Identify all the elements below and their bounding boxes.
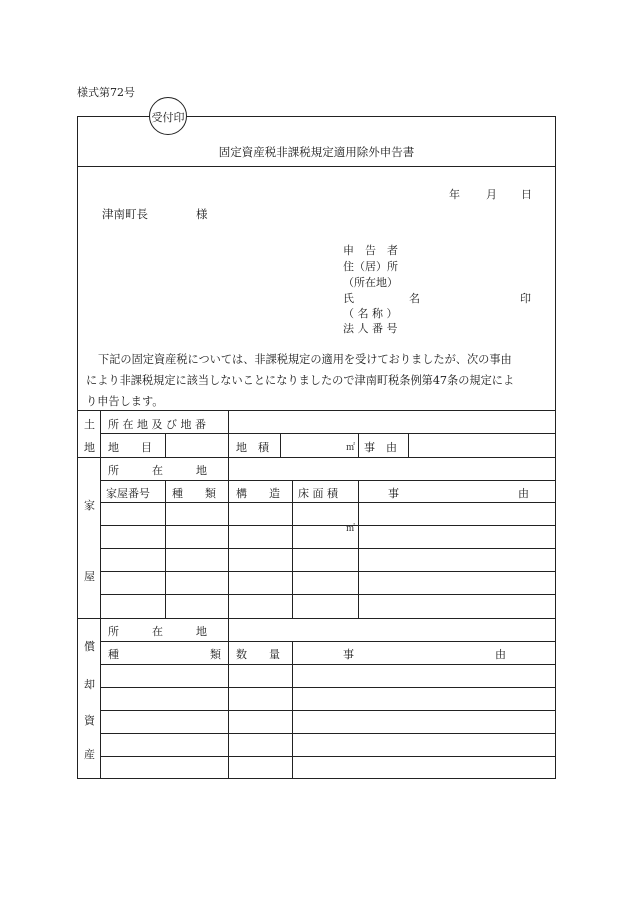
asset-row-divider — [100, 710, 556, 711]
house-row-divider — [100, 502, 556, 503]
asset-row-divider — [100, 733, 556, 734]
land-reason-label: 事 由 — [364, 441, 397, 454]
asset-row-divider — [100, 641, 556, 642]
applicant-corp-number-label: 法 人 番 号 — [343, 322, 398, 335]
applicant-name-label: 氏 名 — [343, 292, 420, 305]
asset-reason-header-right: 由 — [495, 648, 506, 661]
asset-section-label: 却 — [84, 678, 95, 691]
house-floor-area-header: 床 面 積 — [298, 487, 338, 500]
land-category-label: 地 目 — [108, 441, 152, 454]
statement-line: 下記の固定資産税については、非課税規定の適用を受けておりましたが、次の事由 — [98, 353, 512, 366]
date-year-label: 年 — [449, 188, 460, 201]
land-column-divider — [228, 410, 229, 457]
land-area-unit: ㎡ — [346, 443, 356, 453]
land-section-label: 地 — [84, 441, 95, 454]
asset-quantity-header: 数 量 — [236, 648, 280, 661]
house-section-bottom — [77, 618, 556, 619]
addressee-name: 津南町長 — [102, 207, 148, 221]
house-row-divider — [100, 571, 556, 572]
addressee-suffix: 様 — [196, 207, 208, 221]
house-column-divider — [358, 480, 359, 618]
house-column-divider — [228, 457, 229, 480]
date-month-label: 月 — [486, 188, 497, 201]
seal-mark: 印 — [520, 292, 531, 305]
land-area-label: 地 積 — [236, 441, 269, 454]
applicant-location-label: （所在地） — [343, 276, 398, 289]
asset-type-header-right: 類 — [210, 648, 221, 661]
house-row-divider — [100, 594, 556, 595]
asset-row-divider — [100, 687, 556, 688]
house-number-header: 家屋番号 — [106, 487, 150, 500]
date-day-label: 日 — [521, 188, 532, 201]
land-column-divider — [280, 433, 281, 457]
land-section-bottom — [77, 457, 556, 458]
statement-text — [86, 349, 551, 412]
house-column-divider — [165, 480, 166, 618]
applicant-heading: 申 告 者 — [343, 244, 398, 257]
statement-line: り申告します。 — [86, 395, 164, 408]
house-structure-header: 構 造 — [236, 487, 280, 500]
house-type-header: 種 類 — [172, 487, 216, 500]
house-row-divider — [100, 548, 556, 549]
house-column-divider — [228, 480, 229, 618]
asset-row-divider — [100, 664, 556, 665]
land-column-divider — [165, 433, 166, 457]
asset-column-divider — [292, 641, 293, 779]
house-section-label: 家 — [84, 499, 95, 512]
form-number: 様式第72号 — [77, 86, 135, 99]
applicant-corp-name-label: （ 名 称 ） — [343, 307, 398, 320]
table-top-border — [77, 410, 556, 411]
reception-stamp-label: 受付印 — [151, 111, 185, 124]
applicant-address-label: 住（居）所 — [343, 260, 398, 273]
asset-section-label: 産 — [84, 748, 95, 761]
form-title: 固定資産税非課税規定適用除外申告書 — [218, 145, 415, 159]
asset-reason-header-left: 事 — [343, 648, 354, 661]
land-row-divider — [100, 433, 556, 434]
house-location-label: 所 在 地 — [108, 464, 207, 477]
title-divider — [77, 166, 556, 167]
house-reason-header-right: 由 — [518, 487, 529, 500]
statement-line: により非課税規定に該当しないことになりましたので津南町税条例第47条の規定によ — [86, 374, 515, 387]
asset-location-label: 所 在 地 — [108, 625, 207, 638]
asset-section-label: 資 — [84, 714, 95, 727]
section-label-divider — [100, 410, 101, 779]
land-location-label: 所 在 地 及 び 地 番 — [108, 418, 206, 431]
house-column-divider — [292, 480, 293, 618]
asset-row-divider — [100, 756, 556, 757]
house-section-label: 屋 — [84, 570, 95, 583]
asset-type-header-left: 種 — [108, 648, 119, 661]
house-area-unit: ㎡ — [346, 524, 356, 534]
asset-column-divider — [228, 618, 229, 779]
house-reason-header-left: 事 — [388, 487, 399, 500]
house-row-divider — [100, 480, 556, 481]
land-section-label: 土 — [84, 418, 95, 431]
asset-section-label: 償 — [84, 640, 95, 653]
